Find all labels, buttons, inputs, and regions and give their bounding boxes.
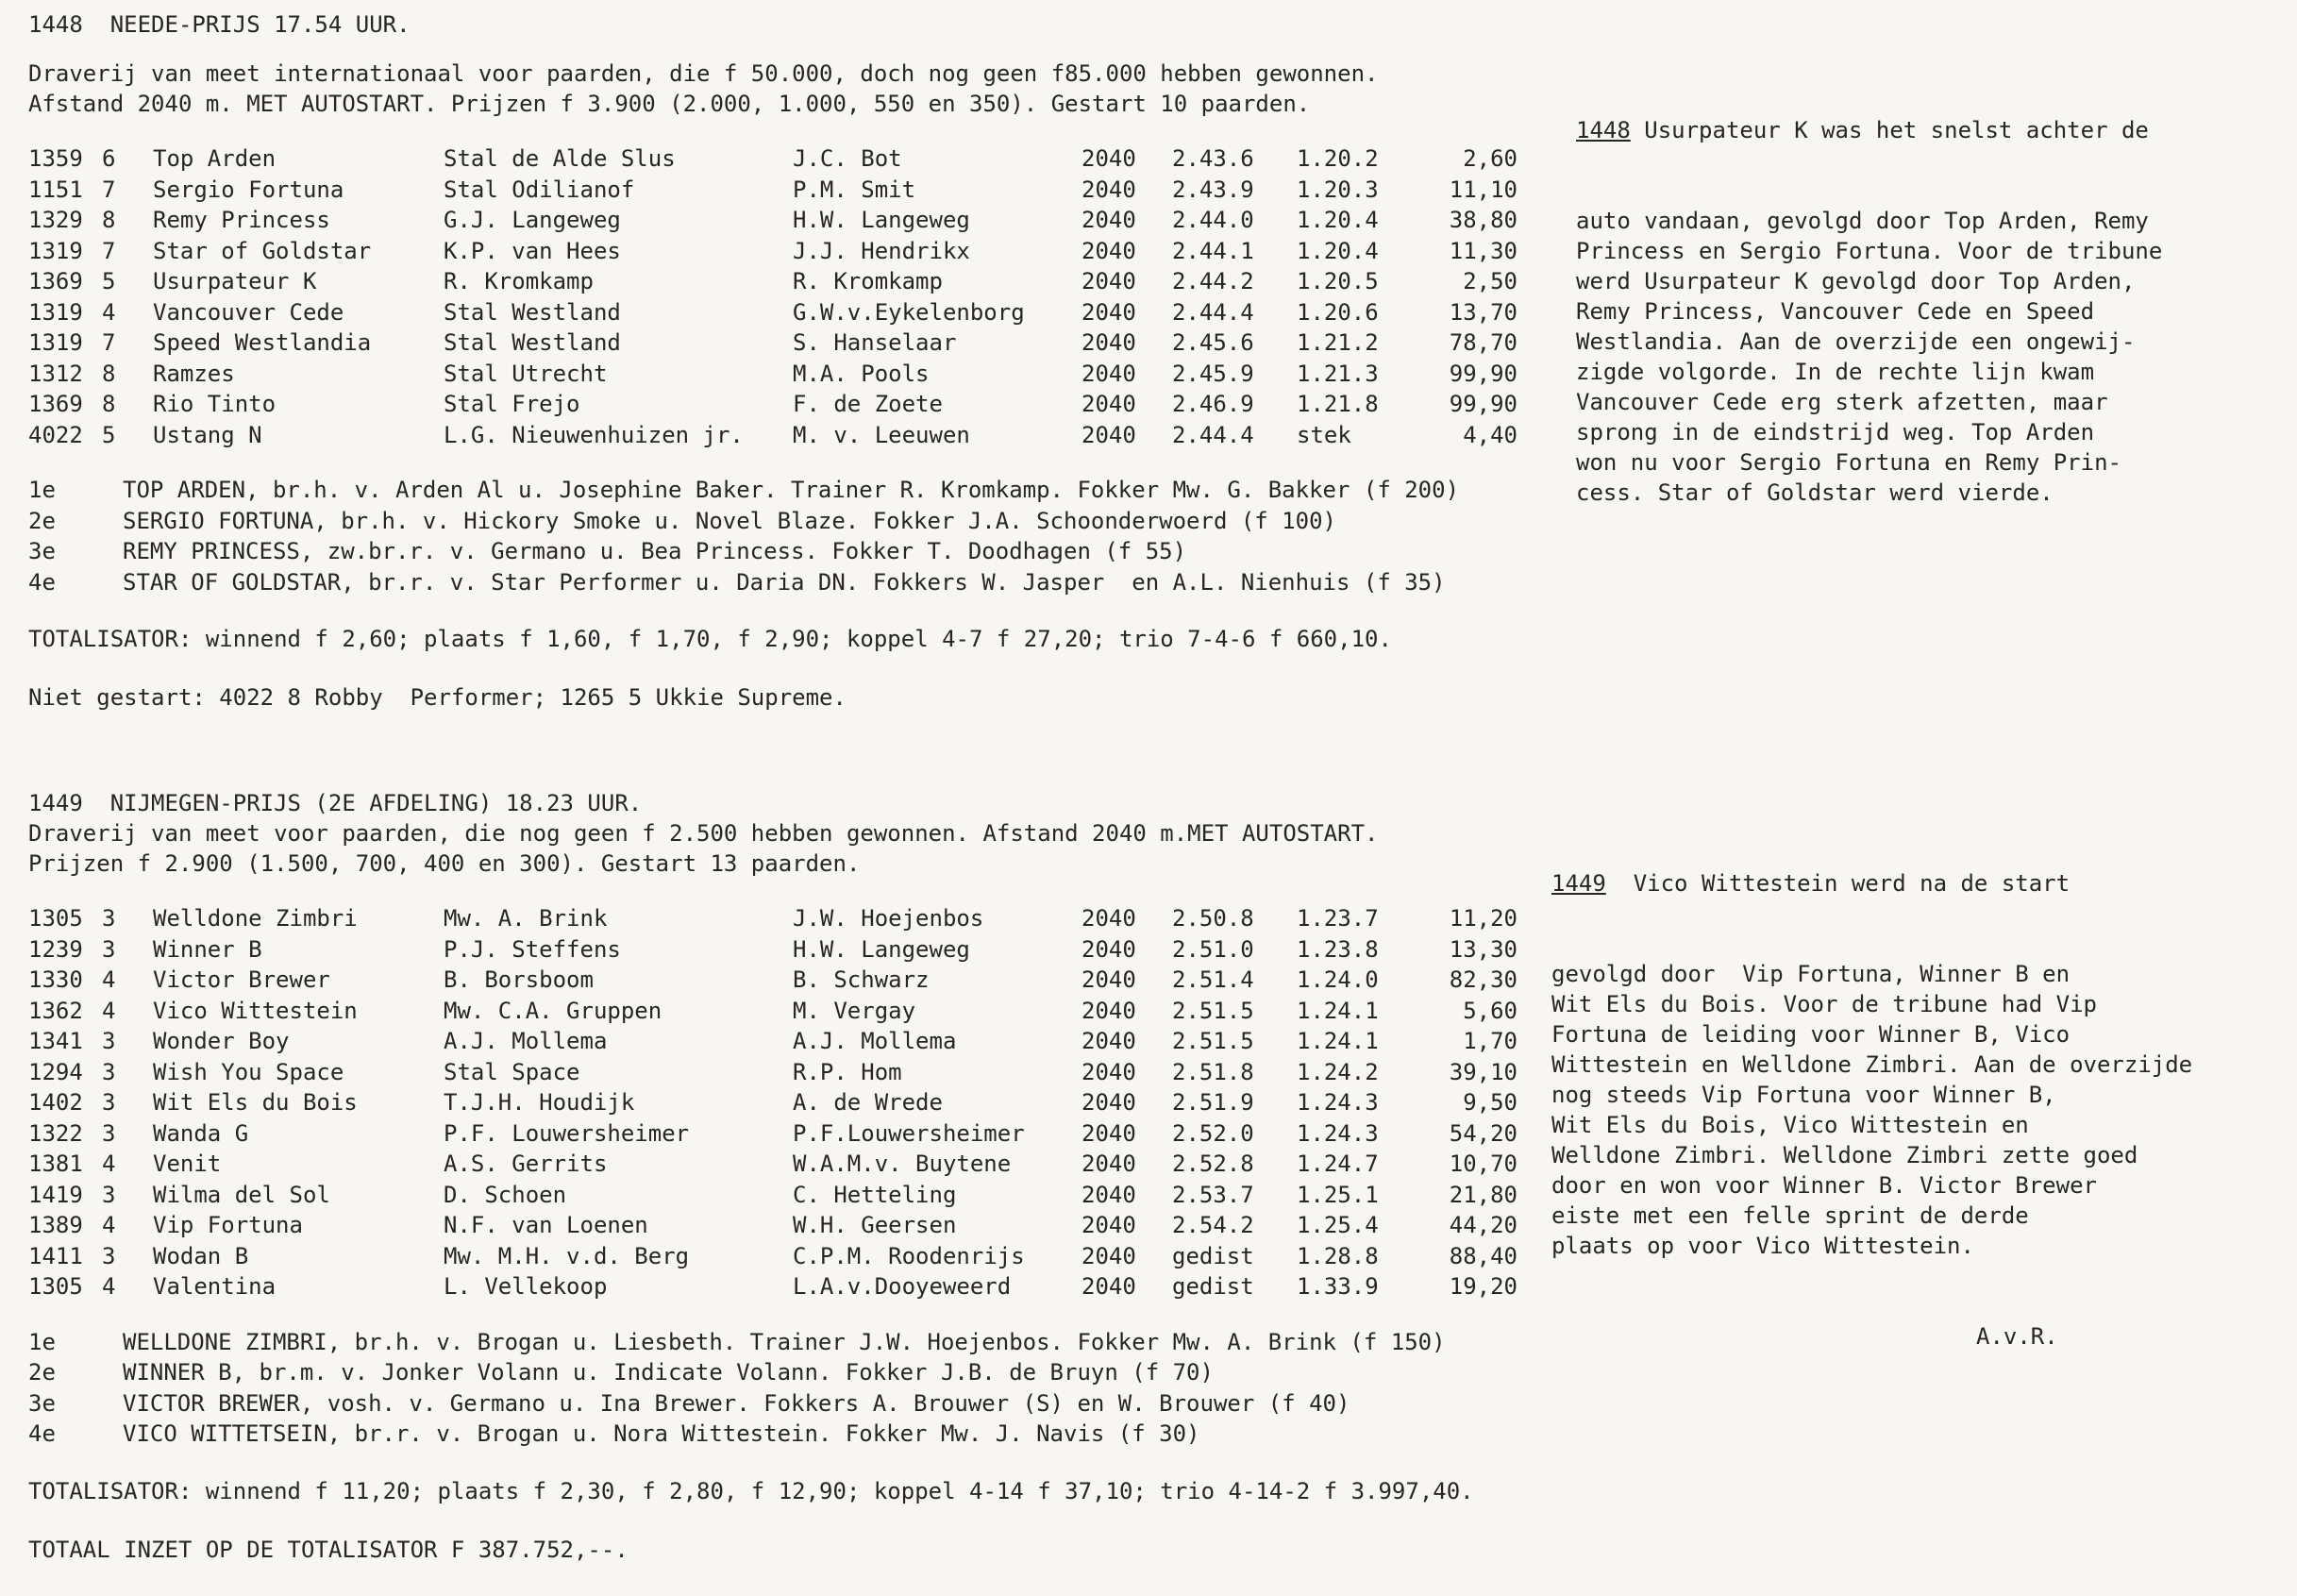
placing-row [28, 1357, 1517, 1388]
odds: 99,90 [1449, 391, 1517, 417]
distance: 2040 [1081, 298, 1136, 326]
race-report-line: Princess en Sergio Fortuna. Voor de tribune [1576, 238, 2163, 264]
horse-number: 1151 [28, 176, 83, 203]
post-position: 8 [102, 207, 116, 233]
placing-row [28, 567, 1517, 598]
owner: Stal Westland [444, 298, 621, 326]
race-time: 1.25.1 [1297, 1181, 1379, 1208]
race-time: 1.33.9 [1297, 1273, 1379, 1300]
driver: B. Schwarz [793, 966, 930, 993]
kilometre-time: 2.51.0 [1172, 935, 1254, 963]
race-report-line: zigde volgorde. In de rechte lijn kwam [1576, 359, 2095, 385]
placing-position: 2e [28, 1359, 56, 1386]
race-1448 [28, 9, 1517, 713]
horse-name: Ramzes [153, 360, 235, 387]
race-header: 1448 NEEDE-PRIJS 17.54 UUR. [28, 11, 411, 38]
race-report-line: Remy Princess, Vancouver Cede en Speed [1576, 298, 2095, 325]
horse-number: 1330 [28, 966, 83, 993]
owner: R. Kromkamp [444, 268, 594, 294]
table-row [28, 1241, 1517, 1272]
kilometre-time: 2.44.4 [1172, 421, 1254, 448]
post-position: 4 [102, 1212, 116, 1238]
race-report-line: Wit Els du Bois, Vico Wittestein en [1551, 1112, 2029, 1138]
race-report-line: eiste met een felle sprint de derde [1551, 1202, 2029, 1229]
table-row [28, 236, 1517, 267]
kilometre-time: 2.46.9 [1172, 391, 1254, 417]
distance: 2040 [1081, 966, 1136, 993]
race-report-line: nog steeds Vip Fortuna voor Winner B, [1551, 1082, 2056, 1108]
race-1449 [28, 788, 1517, 1565]
race-conditions-line-2: Prijzen f 2.900 (1.500, 700, 400 en 300). Gestart 13 paarden. [28, 850, 861, 877]
race-time: 1.21.3 [1297, 360, 1379, 387]
post-position: 3 [102, 1242, 116, 1269]
placings-list [28, 475, 1517, 597]
table-row [28, 175, 1517, 206]
horse-name: Ustang N [153, 421, 262, 448]
distance: 2040 [1081, 237, 1136, 264]
post-position: 3 [102, 1089, 116, 1116]
table-row [28, 1118, 1517, 1150]
distance: 2040 [1081, 935, 1136, 963]
race-time: 1.28.8 [1297, 1242, 1379, 1269]
odds: 11,10 [1449, 176, 1517, 203]
distance: 2040 [1081, 1212, 1136, 1238]
race-report-line: door en won voor Winner B. Victor Brewer [1551, 1172, 2097, 1199]
odds: 10,70 [1449, 1151, 1517, 1177]
kilometre-time: 2.45.6 [1172, 329, 1254, 356]
owner: B. Borsboom [444, 966, 594, 993]
niet-gestart: Niet gestart: 4022 8 Robby Performer; 1265 5 Ukkie Supreme. [28, 684, 847, 711]
horse-name: Star of Goldstar [153, 237, 372, 264]
distance: 2040 [1081, 329, 1136, 356]
post-position: 5 [102, 268, 116, 294]
race-report-label: 1448 [1576, 117, 1631, 143]
race-report-1449 [1551, 808, 2192, 1382]
kilometre-time: 2.51.5 [1172, 997, 1254, 1024]
race-report-line: sprong in de eindstrijd weg. Top Arden [1576, 419, 2095, 445]
owner: P.F. Louwersheimer [444, 1119, 690, 1147]
placing-row [28, 1327, 1517, 1358]
odds: 38,80 [1449, 207, 1517, 233]
race-report-label: 1449 [1551, 870, 1606, 897]
post-position: 4 [102, 997, 116, 1024]
totaal-inzet: TOTAAL INZET OP DE TOTALISATOR F 387.752,--. [28, 1536, 629, 1563]
kilometre-time: 2.52.0 [1172, 1119, 1254, 1147]
race-time: 1.25.4 [1297, 1212, 1379, 1238]
race-report-line: Westlandia. Aan de overzijde een ongewij- [1576, 328, 2136, 355]
horse-number: 1319 [28, 298, 83, 326]
odds: 21,80 [1449, 1181, 1517, 1208]
table-row [28, 389, 1517, 420]
table-row [28, 996, 1517, 1027]
distance: 2040 [1081, 905, 1136, 932]
horse-name: Rio Tinto [153, 391, 277, 417]
placing-description: VICTOR BREWER, vosh. v. Germano u. Ina Brewer. Fokkers A. Brouwer (S) en W. Brouwer (f 40) [123, 1389, 1350, 1417]
driver: P.M. Smit [793, 176, 916, 203]
odds: 11,20 [1449, 905, 1517, 932]
race-time: 1.24.3 [1297, 1089, 1379, 1116]
driver: C. Hetteling [793, 1181, 957, 1208]
horse-number: 1341 [28, 1028, 83, 1054]
owner: A.J. Mollema [444, 1028, 608, 1054]
placing-description: WINNER B, br.m. v. Jonker Volann u. Indicate Volann. Fokker J.B. de Bruyn (f 70) [123, 1359, 1214, 1386]
report-signature: A.v.R. [1976, 1323, 2058, 1350]
post-position: 4 [102, 298, 116, 326]
horse-name: Vip Fortuna [153, 1212, 303, 1238]
kilometre-time: 2.51.5 [1172, 1028, 1254, 1054]
placing-description: TOP ARDEN, br.h. v. Arden Al u. Josephine Baker. Trainer R. Kromkamp. Fokker Mw. G. Bakker (f 200) [123, 477, 1460, 503]
race-time: 1.20.3 [1297, 176, 1379, 203]
kilometre-time: 2.43.6 [1172, 145, 1254, 172]
owner: L. Vellekoop [444, 1273, 608, 1300]
race-time: 1.24.0 [1297, 966, 1379, 993]
race-time: 1.20.2 [1297, 145, 1379, 172]
owner: Stal Westland [444, 329, 621, 356]
horse-name: Remy Princess [153, 207, 330, 233]
driver: W.H. Geersen [793, 1212, 957, 1238]
horse-number: 1369 [28, 391, 83, 417]
horse-number: 1305 [28, 1273, 83, 1300]
horse-name: Usurpateur K [153, 268, 317, 294]
race-time: 1.21.8 [1297, 391, 1379, 417]
distance: 2040 [1081, 1058, 1136, 1085]
table-row [28, 328, 1517, 359]
post-position: 7 [102, 329, 116, 356]
placing-position: 4e [28, 568, 56, 596]
race-report-line: Usurpateur K was het snelst achter de [1630, 117, 2149, 143]
odds: 19,20 [1449, 1273, 1517, 1300]
totalisator: TOTALISATOR: winnend f 11,20; plaats f 2,30, f 2,80, f 12,90; koppel 4-14 f 37,10; trio 4-14-2 f 3.997,40. [28, 1477, 1474, 1504]
race-report-line: gevolgd door Vip Fortuna, Winner B en [1551, 961, 2071, 987]
race-report-line: Wittestein en Welldone Zimbri. Aan de overzijde [1551, 1051, 2193, 1078]
kilometre-time: 2.54.2 [1172, 1212, 1254, 1238]
driver: L.A.v.Dooyeweerd [793, 1273, 1012, 1300]
owner: N.F. van Loenen [444, 1212, 648, 1238]
driver: C.P.M. Roodenrijs [793, 1242, 1025, 1269]
driver: M.A. Pools [793, 360, 930, 387]
owner: Mw. M.H. v.d. Berg [444, 1242, 690, 1269]
kilometre-time: gedist [1172, 1273, 1254, 1300]
placing-row [28, 1419, 1517, 1450]
distance: 2040 [1081, 1242, 1136, 1269]
distance: 2040 [1081, 207, 1136, 233]
owner: Stal Space [444, 1058, 580, 1085]
horse-name: Sergio Fortuna [153, 176, 344, 203]
owner: Stal de Alde Slus [444, 145, 676, 172]
distance: 2040 [1081, 268, 1136, 294]
race-conditions-line-1: Draverij van meet internationaal voor paarden, die f 50.000, doch nog geen f85.000 hebben gewonnen. [28, 60, 1379, 87]
kilometre-time: 2.44.4 [1172, 298, 1254, 326]
horse-number: 1319 [28, 329, 83, 356]
distance: 2040 [1081, 997, 1136, 1024]
post-position: 3 [102, 1181, 116, 1208]
race-time: 1.23.7 [1297, 905, 1379, 932]
horse-number: 1362 [28, 997, 83, 1024]
kilometre-time: 2.53.7 [1172, 1181, 1254, 1208]
placing-position: 2e [28, 507, 56, 534]
distance: 2040 [1081, 391, 1136, 417]
table-row [28, 359, 1517, 390]
distance: 2040 [1081, 1273, 1136, 1300]
race-report-line: Welldone Zimbri. Welldone Zimbri zette goed [1551, 1142, 2138, 1168]
table-row [28, 1087, 1517, 1118]
horse-name: Top Arden [153, 145, 277, 172]
horse-name: Speed Westlandia [153, 329, 372, 356]
driver: R. Kromkamp [793, 268, 943, 294]
table-row [28, 1210, 1517, 1241]
placing-description: STAR OF GOLDSTAR, br.r. v. Star Performer u. Daria DN. Fokkers W. Jasper en A.L. Nienhuis (f 35) [123, 568, 1446, 596]
placing-position: 3e [28, 538, 56, 564]
horse-name: Wonder Boy [153, 1028, 290, 1054]
race-time: 1.24.1 [1297, 1028, 1379, 1054]
driver: M. Vergay [793, 997, 916, 1024]
kilometre-time: 2.50.8 [1172, 905, 1254, 932]
post-position: 8 [102, 391, 116, 417]
horse-name: Winner B [153, 935, 262, 963]
placing-description: VICO WITTETSEIN, br.r. v. Brogan u. Nora Wittestein. Fokker Mw. J. Navis (f 30) [123, 1420, 1200, 1447]
kilometre-time: 2.51.4 [1172, 966, 1254, 993]
horse-number: 1329 [28, 207, 83, 233]
distance: 2040 [1081, 421, 1136, 448]
race-time: 1.20.4 [1297, 207, 1379, 233]
post-position: 8 [102, 360, 116, 387]
owner: G.J. Langeweg [444, 207, 621, 233]
race-report-line: Wit Els du Bois. Voor de tribune had Vip [1551, 991, 2097, 1017]
table-row [28, 297, 1517, 328]
placing-description: REMY PRINCESS, zw.br.r. v. Germano u. Bea Princess. Fokker T. Doodhagen (f 55) [123, 538, 1187, 564]
distance: 2040 [1081, 176, 1136, 203]
odds: 54,20 [1449, 1119, 1517, 1147]
horse-number: 1402 [28, 1089, 83, 1116]
kilometre-time: 2.44.2 [1172, 268, 1254, 294]
table-row [28, 965, 1517, 996]
owner: T.J.H. Houdijk [444, 1089, 635, 1116]
table-row [28, 266, 1517, 297]
odds: 9,50 [1463, 1089, 1517, 1116]
odds: 39,10 [1449, 1058, 1517, 1085]
kilometre-time: 2.51.8 [1172, 1058, 1254, 1085]
table-row [28, 205, 1517, 236]
driver: A.J. Mollema [793, 1028, 957, 1054]
odds: 78,70 [1449, 329, 1517, 356]
totalisator: TOTALISATOR: winnend f 2,60; plaats f 1,60, f 1,70, f 2,90; koppel 4-7 f 27,20; trio 7-4-6 f 660,10. [28, 626, 1392, 652]
distance: 2040 [1081, 145, 1136, 172]
driver: M. v. Leeuwen [793, 421, 970, 448]
horse-name: Victor Brewer [153, 966, 330, 993]
horse-name: Vancouver Cede [153, 298, 344, 326]
placing-description: WELLDONE ZIMBRI, br.h. v. Brogan u. Liesbeth. Trainer J.W. Hoejenbos. Fokker Mw. A. Brink (f 150) [123, 1328, 1446, 1355]
placing-row [28, 536, 1517, 567]
race-time: 1.24.3 [1297, 1119, 1379, 1147]
post-position: 7 [102, 176, 116, 203]
kilometre-time: 2.45.9 [1172, 360, 1254, 387]
driver: F. de Zoete [793, 391, 943, 417]
race-report-1448 [1576, 55, 2162, 538]
kilometre-time: 2.44.1 [1172, 237, 1254, 264]
post-position: 3 [102, 1058, 116, 1085]
horse-number: 1369 [28, 268, 83, 294]
horse-number: 1294 [28, 1058, 83, 1085]
table-row [28, 1026, 1517, 1057]
horse-name: Welldone Zimbri [153, 905, 358, 932]
post-position: 3 [102, 905, 116, 932]
race-report-line: won nu voor Sergio Fortuna en Remy Prin- [1576, 449, 2121, 476]
post-position: 3 [102, 935, 116, 963]
race-conditions-line-2: Afstand 2040 m. MET AUTOSTART. Prijzen f 3.900 (2.000, 1.000, 550 en 350). Gestart 10 paarden. [28, 91, 1311, 117]
odds: 13,30 [1449, 935, 1517, 963]
placings-list [28, 1327, 1517, 1450]
post-position: 3 [102, 1119, 116, 1147]
driver: J.W. Hoejenbos [793, 905, 984, 932]
owner: D. Schoen [444, 1181, 567, 1208]
placing-position: 1e [28, 477, 56, 503]
table-row [28, 1149, 1517, 1180]
post-position: 5 [102, 421, 116, 448]
table-row [28, 1180, 1517, 1211]
race-time: 1.24.1 [1297, 997, 1379, 1024]
race-report-line: Vico Wittestein werd na de start [1605, 870, 2071, 897]
kilometre-time: 2.44.0 [1172, 207, 1254, 233]
table-row [28, 143, 1517, 175]
odds: 99,90 [1449, 360, 1517, 387]
odds: 13,70 [1449, 298, 1517, 326]
owner: K.P. van Hees [444, 237, 621, 264]
table-row [28, 1271, 1517, 1302]
owner: Stal Frejo [444, 391, 580, 417]
placing-description: SERGIO FORTUNA, br.h. v. Hickory Smoke u. Novel Blaze. Fokker J.A. Schoonderwoerd (f 100) [123, 507, 1336, 534]
results-table [28, 903, 1517, 1302]
race-time: 1.23.8 [1297, 935, 1379, 963]
race-conditions-line-1: Draverij van meet voor paarden, die nog geen f 2.500 hebben gewonnen. Afstand 2040 m.MET AUTOSTART. [28, 820, 1379, 847]
horse-name: Wit Els du Bois [153, 1089, 358, 1116]
driver: W.A.M.v. Buytene [793, 1151, 1012, 1177]
post-position: 4 [102, 1273, 116, 1300]
race-time: 1.21.2 [1297, 329, 1379, 356]
owner: Mw. C.A. Gruppen [444, 997, 662, 1024]
table-row [28, 903, 1517, 934]
distance: 2040 [1081, 1028, 1136, 1054]
driver: H.W. Langeweg [793, 207, 970, 233]
horse-name: Wodan B [153, 1242, 249, 1269]
driver: R.P. Hom [793, 1058, 902, 1085]
horse-name: Wilma del Sol [153, 1181, 330, 1208]
race-report-line: Fortuna de leiding voor Winner B, Vico [1551, 1021, 2071, 1048]
driver: J.C. Bot [793, 145, 902, 172]
post-position: 6 [102, 145, 116, 172]
horse-number: 1419 [28, 1181, 83, 1208]
table-row [28, 934, 1517, 966]
kilometre-time: gedist [1172, 1242, 1254, 1269]
driver: A. de Wrede [793, 1089, 943, 1116]
horse-name: Valentina [153, 1273, 277, 1300]
placing-row [28, 475, 1517, 506]
owner: Stal Odilianof [444, 176, 635, 203]
driver: J.J. Hendrikx [793, 237, 970, 264]
placing-row [28, 1388, 1517, 1420]
race-report-line: plaats op voor Vico Wittestein. [1551, 1233, 1974, 1259]
horse-name: Vico Wittestein [153, 997, 358, 1024]
horse-number: 1359 [28, 145, 83, 172]
race-time: 1.24.2 [1297, 1058, 1379, 1085]
driver: P.F.Louwersheimer [793, 1119, 1025, 1147]
horse-number: 1381 [28, 1151, 83, 1177]
race-time: 1.20.5 [1297, 268, 1379, 294]
race-time: 1.20.6 [1297, 298, 1379, 326]
odds: 11,30 [1449, 237, 1517, 264]
race-time: 1.20.4 [1297, 237, 1379, 264]
horse-number: 1389 [28, 1212, 83, 1238]
post-position: 7 [102, 237, 116, 264]
race-header: 1449 NIJMEGEN-PRIJS (2E AFDELING) 18.23 UUR. [28, 790, 643, 816]
horse-name: Wish You Space [153, 1058, 344, 1085]
driver: G.W.v.Eykelenborg [793, 298, 1025, 326]
placing-position: 4e [28, 1420, 56, 1447]
odds: 2,60 [1463, 145, 1517, 172]
table-row [28, 420, 1517, 451]
race-time: 1.24.7 [1297, 1151, 1379, 1177]
owner: Stal Utrecht [444, 360, 608, 387]
horse-number: 4022 [28, 421, 83, 448]
horse-name: Wanda G [153, 1119, 249, 1147]
driver: S. Hanselaar [793, 329, 957, 356]
odds: 4,40 [1463, 421, 1517, 448]
race-report-line: werd Usurpateur K gevolgd door Top Arden, [1576, 268, 2136, 294]
distance: 2040 [1081, 1119, 1136, 1147]
odds: 2,50 [1463, 268, 1517, 294]
horse-name: Venit [153, 1151, 222, 1177]
horse-number: 1411 [28, 1242, 83, 1269]
horse-number: 1322 [28, 1119, 83, 1147]
placing-row [28, 506, 1517, 537]
owner: L.G. Nieuwenhuizen jr. [444, 421, 744, 448]
placing-position: 3e [28, 1389, 56, 1417]
distance: 2040 [1081, 360, 1136, 387]
race-time: stek [1297, 421, 1351, 448]
horse-number: 1312 [28, 360, 83, 387]
horse-number: 1319 [28, 237, 83, 264]
post-position: 3 [102, 1028, 116, 1054]
placing-position: 1e [28, 1328, 56, 1355]
odds: 1,70 [1463, 1028, 1517, 1054]
race-report-line: auto vandaan, gevolgd door Top Arden, Remy [1576, 208, 2149, 234]
odds: 5,60 [1463, 997, 1517, 1024]
odds: 82,30 [1449, 966, 1517, 993]
owner: P.J. Steffens [444, 935, 621, 963]
horse-number: 1305 [28, 905, 83, 932]
owner: Mw. A. Brink [444, 905, 608, 932]
kilometre-time: 2.52.8 [1172, 1151, 1254, 1177]
race-report-line: cess. Star of Goldstar werd vierde. [1576, 479, 2054, 506]
results-table [28, 143, 1517, 450]
post-position: 4 [102, 1151, 116, 1177]
distance: 2040 [1081, 1089, 1136, 1116]
driver: H.W. Langeweg [793, 935, 970, 963]
odds: 88,40 [1449, 1242, 1517, 1269]
horse-number: 1239 [28, 935, 83, 963]
kilometre-time: 2.43.9 [1172, 176, 1254, 203]
race-report-line: Vancouver Cede erg sterk afzetten, maar [1576, 389, 2108, 415]
distance: 2040 [1081, 1181, 1136, 1208]
table-row [28, 1057, 1517, 1088]
odds: 44,20 [1449, 1212, 1517, 1238]
distance: 2040 [1081, 1151, 1136, 1177]
kilometre-time: 2.51.9 [1172, 1089, 1254, 1116]
owner: A.S. Gerrits [444, 1151, 608, 1177]
post-position: 4 [102, 966, 116, 993]
